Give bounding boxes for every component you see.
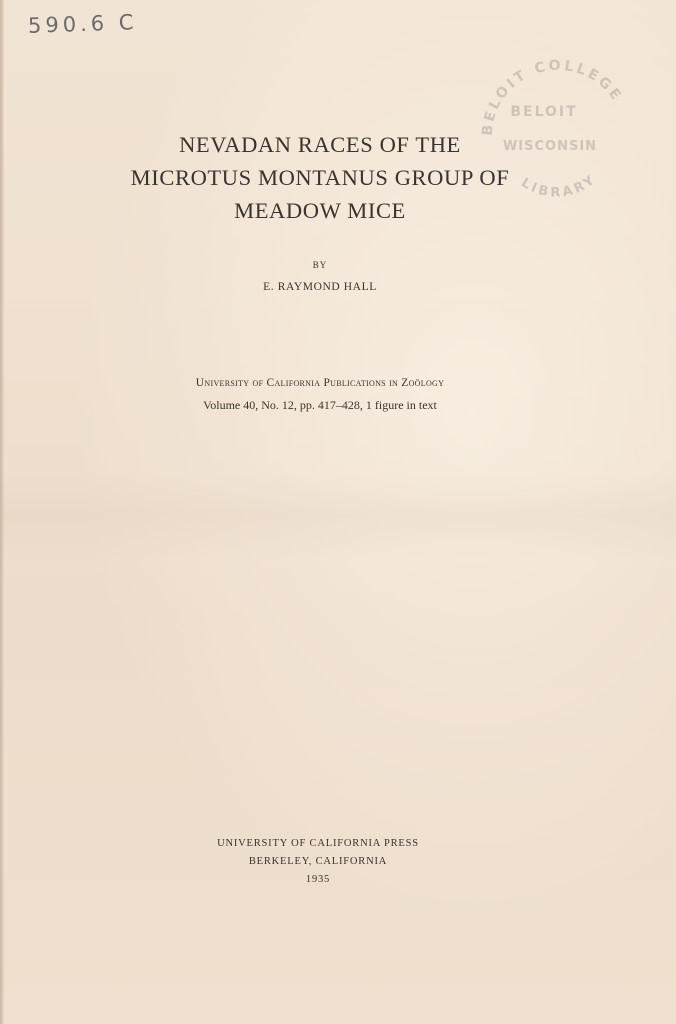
- by-label: BY: [312, 260, 328, 270]
- document-title: [0, 128, 640, 227]
- stamp-bottom-text: LIBRARY: [518, 171, 600, 201]
- handwritten-call-number: 590.6 C: [27, 10, 138, 38]
- page-fold-shade: [0, 470, 676, 560]
- volume-info: Volume 40, No. 12, pp. 417–428, 1 figure in text: [203, 398, 437, 412]
- publisher-block: [0, 835, 636, 889]
- publisher-name: UNIVERSITY OF CALIFORNIA PRESS: [217, 838, 419, 849]
- title-line-1: NEVADAN RACES OF THE: [179, 132, 461, 157]
- publisher-location: BERKELEY, CALIFORNIA: [248, 856, 388, 867]
- publication-year: 1935: [305, 874, 331, 885]
- series-name: University of California Publications in Zoölogy: [195, 377, 445, 389]
- stamp-top-text: BELOIT COLLEGE: [479, 57, 626, 137]
- title-line-2: MICROTUS MONTANUS GROUP OF: [130, 165, 510, 190]
- author-name: E. RAYMOND HALL: [263, 281, 377, 293]
- title-line-3: MEADOW MICE: [234, 198, 406, 223]
- stamp-line-1: BELOIT: [510, 104, 578, 120]
- stamp-line-2: WISCONSIN: [502, 139, 598, 154]
